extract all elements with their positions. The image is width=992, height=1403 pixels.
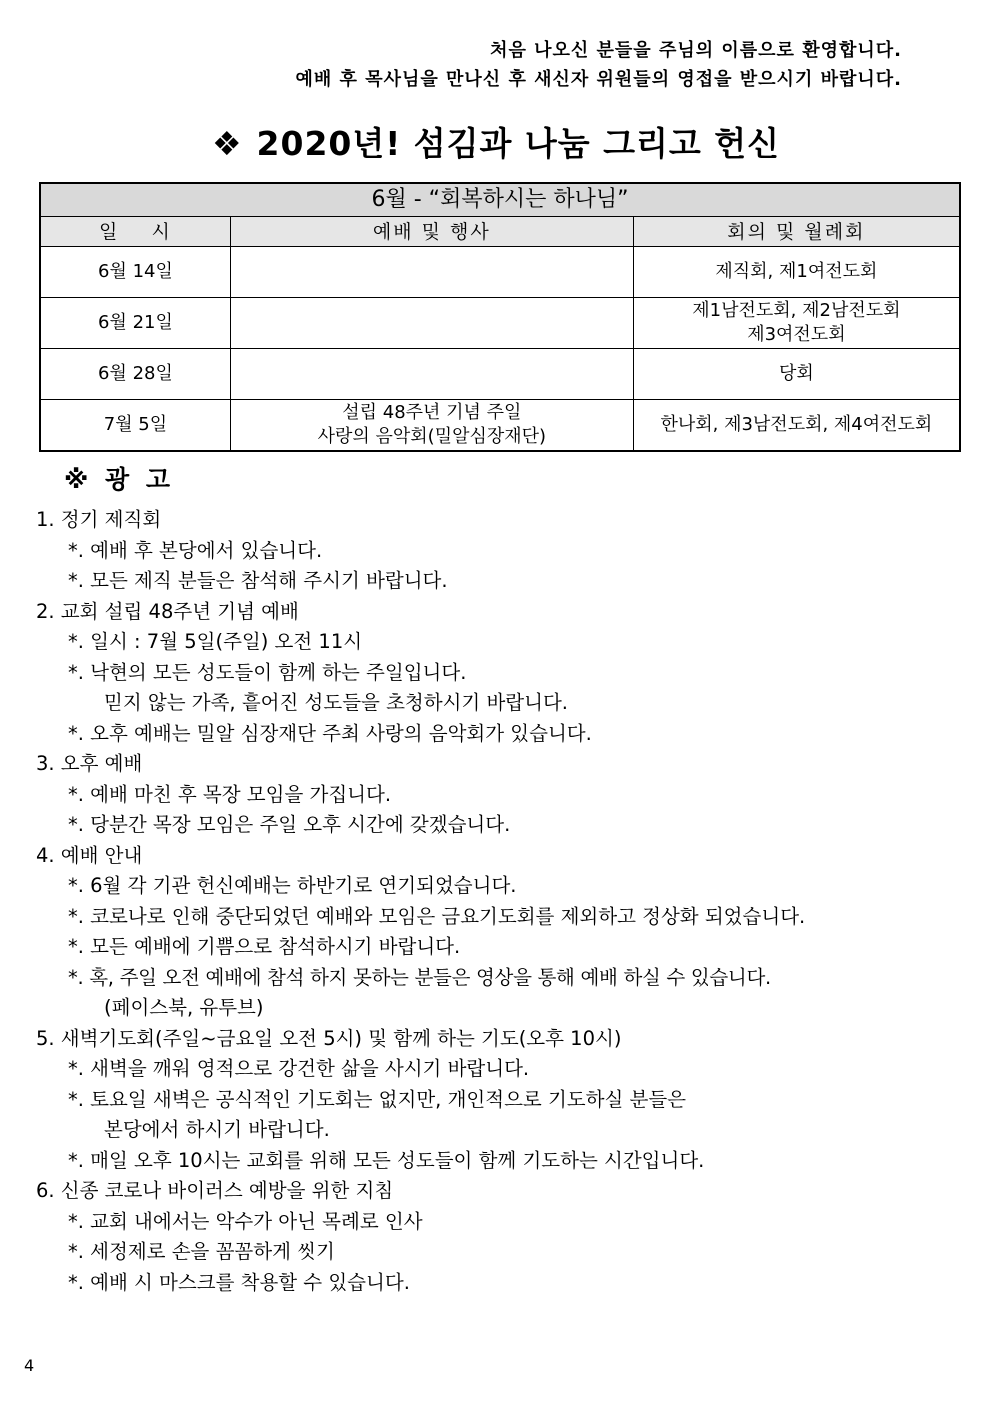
notice-item: *. 예배 마친 후 목장 모임을 가집니다. (68, 782, 392, 806)
header-meetings: 회의 및 월례회 (633, 217, 960, 247)
year-theme (0, 118, 992, 165)
notice-item: *. 교회 내에서는 악수가 아닌 목례로 인사 (68, 1209, 423, 1233)
row-events (230, 349, 633, 400)
notice-item-continuation: 믿지 않는 가족, 흩어진 성도들을 초청하시기 바랍니다. (104, 691, 569, 714)
schedule-month-row (40, 183, 960, 217)
schedule-table (39, 182, 961, 452)
notice-item: *. 일시 : 7월 5일(주일) 오전 11시 (68, 630, 363, 653)
notice-title: 4. 예배 안내 (36, 843, 143, 867)
row-meeting-line: 제직회, 제1여전도회 (715, 261, 878, 282)
row-event-line: 설립 48주년 기념 주일 (342, 402, 522, 423)
notice-item-continuation: 본당에서 하시기 바랍니다. (104, 1118, 330, 1141)
table-row (40, 349, 960, 400)
page-number: 4 (24, 1356, 35, 1375)
notices-heading: ※ 광 고 (64, 465, 175, 494)
row-meetings (633, 349, 960, 400)
notice-item: *. 예배 시 마스크를 착용할 수 있습니다. (68, 1270, 410, 1294)
row-date: 7월 5일 (40, 400, 230, 452)
row-meetings (633, 400, 960, 452)
notice-item: *. 6월 각 기관 헌신예배는 하반기로 연기되었습니다. (68, 874, 517, 897)
notice-item-continuation: (페이스북, 유투브) (104, 996, 264, 1019)
row-meetings (633, 247, 960, 298)
notice-item: *. 혹, 주일 오전 예배에 참석 하지 못하는 분들은 영상을 통해 예배 하실 수 있습니다. (68, 965, 771, 989)
row-event-line: 사랑의 음악회(밀알심장재단) (317, 426, 547, 447)
row-meeting-line: 제1남전도회, 제2남전도회 (692, 300, 901, 321)
year-theme-text: 2020년! 섬김과 나눔 그리고 헌신 (256, 124, 781, 163)
table-row (40, 400, 960, 452)
header-date: 일 시 (40, 217, 230, 247)
row-date: 6월 14일 (40, 247, 230, 298)
notice-item: *. 오후 예배는 밀알 심장재단 주최 사랑의 음악회가 있습니다. (68, 721, 592, 745)
welcome-line-1: 처음 나오신 분들을 주님의 이름으로 환영합니다. (490, 40, 902, 61)
notices-list (36, 505, 966, 1298)
notice-item: *. 낙현의 모든 성도들이 함께 하는 주일입니다. (68, 660, 467, 684)
row-events (230, 247, 633, 298)
notice-item: *. 코로나로 인해 중단되었던 예배와 모임은 금요기도회를 제외하고 정상화 되었습니다. (68, 904, 806, 928)
welcome-message (296, 36, 903, 94)
table-row (40, 298, 960, 349)
schedule-header-row (40, 217, 960, 247)
row-meeting-line: 제3여전도회 (747, 324, 846, 345)
notice-title: 1. 정기 제직회 (36, 508, 162, 531)
notice-item: *. 모든 제직 분들은 참석해 주시기 바랍니다. (68, 569, 448, 592)
notice-item: *. 모든 예배에 기쁨으로 참석하시기 바랍니다. (68, 935, 461, 958)
header-events: 예배 및 행사 (230, 217, 633, 247)
notice-title: 6. 신종 코로나 바이러스 예방을 위한 지침 (36, 1179, 394, 1202)
row-meeting-line: 당회 (779, 363, 814, 384)
diamond-icon: ❖ (211, 124, 243, 163)
notice-item: *. 매일 오후 10시는 교회를 위해 모든 성도들이 함께 기도하는 시간입니다. (68, 1148, 705, 1172)
notice-item: *. 토요일 새벽은 공식적인 기도회는 없지만, 개인적으로 기도하실 분들은 (68, 1087, 687, 1111)
row-date: 6월 28일 (40, 349, 230, 400)
row-date: 6월 21일 (40, 298, 230, 349)
notice-title: 2. 교회 설립 48주년 기념 예배 (36, 599, 299, 623)
row-meetings (633, 298, 960, 349)
notice-title: 3. 오후 예배 (36, 752, 143, 775)
row-events (230, 400, 633, 452)
notice-item: *. 당분간 목장 모임은 주일 오후 시간에 갖겠습니다. (68, 813, 511, 836)
notice-title: 5. 새벽기도회(주일~금요일 오전 5시) 및 함께 하는 기도(오후 10시) (36, 1026, 622, 1050)
notice-item: *. 예배 후 본당에서 있습니다. (68, 538, 323, 562)
notice-item: *. 세정제로 손을 꼼꼼하게 씻기 (68, 1240, 335, 1263)
notice-item: *. 새벽을 깨워 영적으로 강건한 삶을 사시기 바랍니다. (68, 1057, 530, 1080)
row-events (230, 298, 633, 349)
schedule-month-title: 6월 - “회복하시는 하나님” (40, 183, 960, 217)
row-meeting-line: 한나회, 제3남전도회, 제4여전도회 (660, 414, 933, 435)
welcome-line-2: 예배 후 목사님을 만나신 후 새신자 위원들의 영접을 받으시기 바랍니다. (295, 69, 902, 90)
table-row (40, 247, 960, 298)
